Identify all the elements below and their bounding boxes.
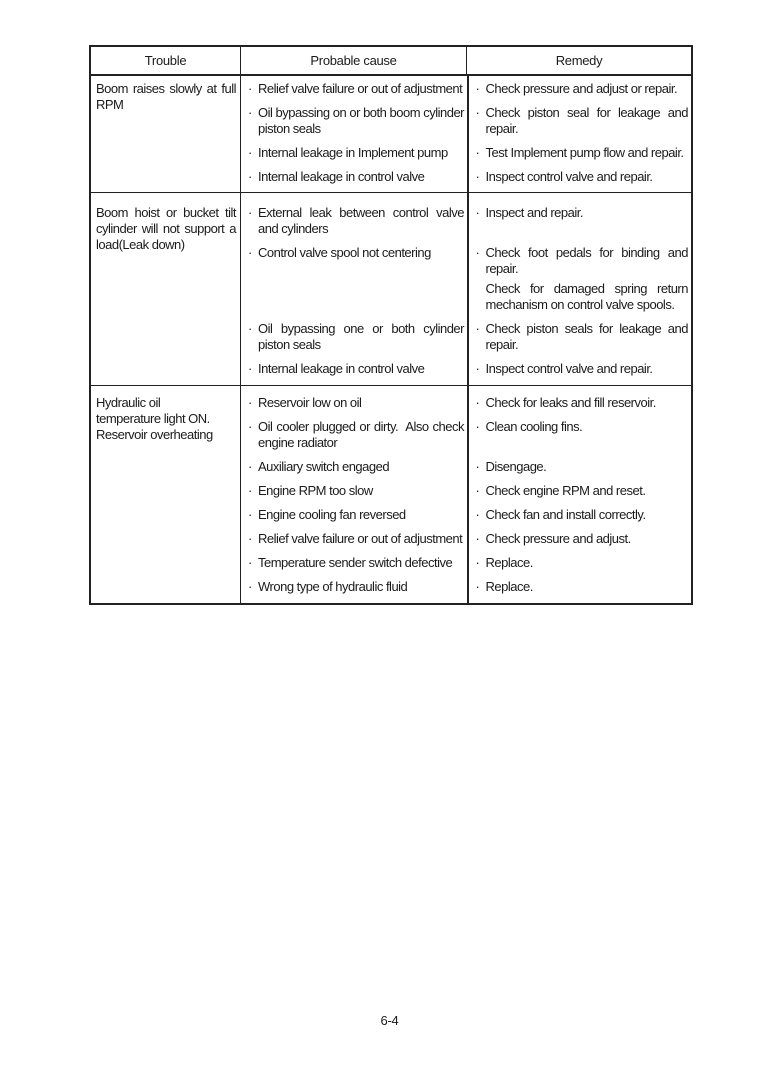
remedy-text: Check pressure and adjust. [485, 531, 631, 546]
bullet-icon: · [475, 483, 480, 498]
remedy-text-secondary: Check for damaged spring return mechanism on control valve spools. [485, 281, 688, 312]
bullet-icon: · [248, 395, 252, 410]
cause-text: Oil cooler plugged or dirty. Also check engine radiator [258, 419, 464, 450]
remedy-text: Inspect and repair. [485, 205, 583, 220]
header-cell-remedy: Remedy [555, 52, 603, 68]
cause-text: Engine RPM too slow [258, 483, 373, 498]
bullet-icon: · [248, 205, 252, 220]
cause-text: Internal leakage in Implement pump [258, 145, 448, 160]
remedy-item [467, 459, 691, 475]
cause-remedy-pair [241, 459, 691, 475]
bullet-icon: · [248, 419, 252, 434]
bullet-icon: · [475, 361, 480, 376]
bullet-icon: · [248, 81, 252, 96]
remedy-item [467, 321, 691, 353]
cause-item [241, 579, 467, 595]
troubleshooting-table [89, 45, 693, 605]
bullet-icon: · [475, 105, 480, 120]
remedy-item [467, 145, 691, 161]
remedy-item [467, 555, 691, 571]
cause-item [241, 459, 467, 475]
remedy-text: Check foot pedals for binding and repair. [485, 245, 688, 276]
cause-item [241, 245, 467, 313]
cause-remedy-pair [241, 205, 691, 237]
cause-remedy-pair [241, 321, 691, 353]
cause-remedy-pair [241, 483, 691, 499]
cause-item [241, 395, 467, 411]
remedy-text: Check for leaks and fill reservoir. [485, 395, 656, 410]
bullet-icon: · [248, 555, 252, 570]
bullet-icon: · [248, 321, 252, 336]
bullet-icon: · [475, 507, 480, 522]
cause-item [241, 419, 467, 451]
cause-remedy-pair [241, 395, 691, 411]
remedy-text: Check engine RPM and reset. [485, 483, 646, 498]
bullet-icon: · [475, 81, 480, 96]
cause-remedy-pair [241, 105, 691, 137]
remedy-item [467, 245, 691, 313]
remedy-item [467, 395, 691, 411]
trouble-text: Boom raises slowly at full RPM [96, 81, 236, 112]
table-row-cylinder-leak-down [91, 192, 691, 385]
bullet-icon: · [248, 105, 252, 120]
remedy-text: Check pressure and adjust or repair. [485, 81, 678, 96]
remedy-text: Disengage. [485, 459, 547, 474]
cause-item [241, 483, 467, 499]
cause-remedy-pair [241, 531, 691, 547]
remedy-text: Replace. [485, 555, 533, 570]
cause-remedy-pair [241, 245, 691, 313]
cause-remedy-pair [241, 81, 691, 97]
remedy-text: Check piston seal for leakage and repair. [485, 105, 688, 136]
trouble-cell [91, 386, 241, 603]
cause-remedy-pair [241, 579, 691, 595]
cause-text: Reservoir low on oil [258, 395, 362, 410]
remedy-text: Clean cooling fins. [485, 419, 583, 434]
remedy-item [467, 507, 691, 523]
bullet-icon: · [475, 555, 480, 570]
cause-item [241, 507, 467, 523]
remedy-text: Check fan and install correctly. [485, 507, 646, 522]
bullet-icon: · [475, 579, 480, 594]
cause-text: Internal leakage in control valve [258, 361, 425, 376]
cause-text: Temperature sender switch defective [258, 555, 453, 570]
cause-item [241, 169, 467, 185]
bullet-icon: · [248, 361, 252, 376]
cause-text: Internal leakage in control valve [258, 169, 425, 184]
bullet-icon: · [475, 395, 480, 410]
cause-item [241, 81, 467, 97]
cause-text: Oil bypassing one or both cylinder piston seals [258, 321, 464, 352]
header-cell-trouble: Trouble [91, 47, 241, 74]
cause-text: Wrong type of hydraulic fluid [258, 579, 408, 594]
cause-remedy-list [241, 193, 691, 385]
cause-remedy-pair [241, 555, 691, 571]
remedy-item [467, 579, 691, 595]
remedy-text: Check piston seals for leakage and repair. [485, 321, 688, 352]
remedy-item [467, 205, 691, 237]
cause-item [241, 361, 467, 377]
remedy-text: Inspect control valve and repair. [485, 169, 653, 184]
bullet-icon: · [248, 245, 252, 260]
bullet-icon: · [248, 531, 252, 546]
cause-item [241, 531, 467, 547]
cause-item [241, 555, 467, 571]
cause-remedy-pair [241, 419, 691, 451]
remedy-text: Replace. [485, 579, 533, 594]
trouble-text: Hydraulic oil temperature light ON. Reservoir overheating [96, 395, 213, 442]
cause-remedy-pair [241, 507, 691, 523]
remedy-item [467, 81, 691, 97]
bullet-icon: · [248, 459, 252, 474]
bullet-icon: · [475, 205, 480, 220]
page-number: 6-4 [380, 1013, 399, 1028]
cause-text: Relief valve failure or out of adjustment [258, 81, 463, 96]
cause-item [241, 321, 467, 353]
cause-remedy-list [241, 386, 691, 603]
bullet-icon: · [248, 169, 252, 184]
bullet-icon: · [475, 169, 480, 184]
cause-remedy-pair [241, 145, 691, 161]
cause-remedy-pair [241, 361, 691, 377]
trouble-text: Boom hoist or bucket tilt cylinder will not support a load(Leak down) [96, 205, 236, 252]
bullet-icon: · [475, 245, 480, 260]
bullet-icon: · [248, 507, 252, 522]
remedy-text: Test Implement pump flow and repair. [485, 145, 684, 160]
cause-remedy-pair [241, 169, 691, 185]
cause-remedy-list [241, 76, 691, 192]
cause-item [241, 205, 467, 237]
remedy-text: Inspect control valve and repair. [485, 361, 653, 376]
bullet-icon: · [248, 145, 252, 160]
bullet-icon: · [475, 531, 480, 546]
remedy-item [467, 483, 691, 499]
table-row-oil-overheating [91, 385, 691, 603]
header-cell-probable-cause: Probable cause [241, 47, 467, 74]
cause-text: External leak between control valve and cylinders [258, 205, 464, 236]
table-row-boom-raises-slowly [91, 76, 691, 192]
cause-item [241, 105, 467, 137]
bullet-icon: · [475, 459, 480, 474]
remedy-item [467, 361, 691, 377]
trouble-cell [91, 193, 241, 385]
remedy-item [467, 169, 691, 185]
remedy-item [467, 419, 691, 451]
cause-text: Control valve spool not centering [258, 245, 431, 260]
bullet-icon: · [475, 145, 480, 160]
cause-text: Auxiliary switch engaged [258, 459, 390, 474]
cause-text: Oil bypassing on or both boom cylinder piston seals [258, 105, 464, 136]
table-header-row [91, 47, 691, 76]
bullet-icon: · [248, 579, 252, 594]
cause-text: Engine cooling fan reversed [258, 507, 406, 522]
bullet-icon: · [475, 419, 480, 434]
bullet-icon: · [248, 483, 252, 498]
bullet-icon: · [475, 321, 480, 336]
trouble-cell [91, 76, 241, 192]
remedy-item [467, 105, 691, 137]
remedy-item [467, 531, 691, 547]
cause-text: Relief valve failure or out of adjustment [258, 531, 463, 546]
cause-item [241, 145, 467, 161]
